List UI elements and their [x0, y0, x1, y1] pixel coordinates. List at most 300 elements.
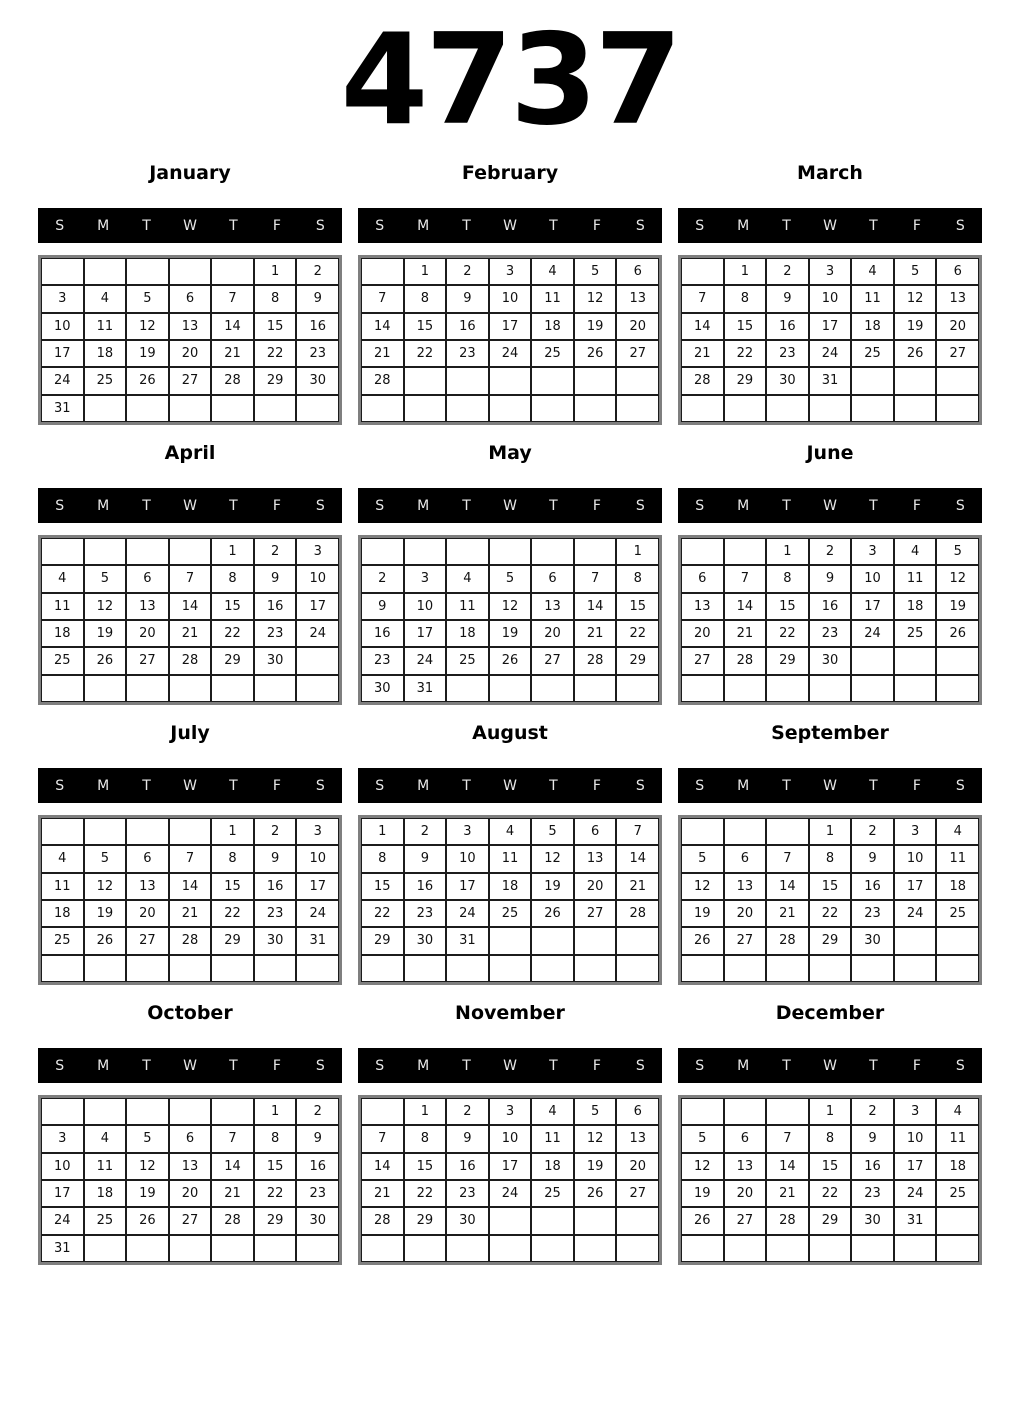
day-cell: 1 [404, 1098, 447, 1125]
day-cell-empty [361, 1098, 404, 1125]
day-cell: 23 [254, 620, 297, 647]
day-cell: 18 [936, 1153, 979, 1180]
day-cell: 21 [361, 340, 404, 367]
day-cell: 13 [169, 1153, 212, 1180]
day-cell-empty [446, 367, 489, 394]
day-cell-empty [41, 258, 84, 285]
day-cell: 30 [254, 927, 297, 954]
weekday-label: S [55, 217, 65, 234]
weekday-label: M [97, 777, 110, 794]
day-cell: 22 [724, 340, 767, 367]
day-cell-empty [84, 538, 127, 565]
month-august [358, 715, 662, 985]
day-cell-empty [531, 1235, 574, 1262]
day-cell: 7 [361, 285, 404, 312]
day-cell-empty [851, 955, 894, 982]
day-cell: 28 [574, 647, 617, 674]
day-cell: 12 [126, 1153, 169, 1180]
day-grid [678, 815, 982, 985]
day-cell-empty [809, 395, 852, 422]
day-cell: 7 [616, 818, 659, 845]
day-cell: 29 [254, 1207, 297, 1234]
day-cell: 5 [84, 565, 127, 592]
weekday-label: F [912, 1057, 921, 1074]
day-cell: 14 [616, 845, 659, 872]
day-cell: 29 [809, 1207, 852, 1234]
day-cell: 30 [296, 367, 339, 394]
day-cell: 9 [446, 1125, 489, 1152]
day-cell: 11 [84, 313, 127, 340]
day-cell: 1 [361, 818, 404, 845]
day-cell: 16 [361, 620, 404, 647]
day-cell-empty [531, 955, 574, 982]
day-cell-empty [894, 955, 937, 982]
day-cell-empty [936, 395, 979, 422]
day-cell: 3 [894, 818, 937, 845]
day-cell: 23 [809, 620, 852, 647]
weekday-label: W [183, 497, 197, 514]
day-cell: 3 [296, 818, 339, 845]
month-may [358, 435, 662, 705]
day-cell: 18 [894, 593, 937, 620]
day-cell: 11 [894, 565, 937, 592]
day-cell: 11 [936, 1125, 979, 1152]
day-cell-empty [851, 367, 894, 394]
day-cell-empty [531, 1207, 574, 1234]
day-cell: 19 [126, 1180, 169, 1207]
day-cell: 3 [809, 258, 852, 285]
day-cell-empty [296, 1235, 339, 1262]
day-cell-empty [211, 955, 254, 982]
day-cell-empty [936, 1207, 979, 1234]
day-cell: 7 [169, 565, 212, 592]
day-cell: 16 [296, 313, 339, 340]
weekday-label: S [315, 777, 325, 794]
day-cell: 30 [851, 927, 894, 954]
day-cell: 25 [84, 1207, 127, 1234]
day-cell: 27 [531, 647, 574, 674]
day-cell: 23 [446, 1180, 489, 1207]
weekday-label: S [635, 497, 645, 514]
day-cell: 11 [531, 285, 574, 312]
day-cell: 26 [489, 647, 532, 674]
day-cell: 12 [894, 285, 937, 312]
day-cell: 13 [126, 593, 169, 620]
day-cell: 15 [404, 1153, 447, 1180]
day-cell: 16 [254, 593, 297, 620]
day-cell-empty [126, 395, 169, 422]
weekday-label: T [229, 777, 238, 794]
day-cell: 15 [809, 1153, 852, 1180]
day-cell: 12 [574, 1125, 617, 1152]
day-cell-empty [724, 395, 767, 422]
month-january [38, 155, 342, 425]
weekday-label: W [823, 497, 837, 514]
day-cell-empty [531, 675, 574, 702]
day-cell: 18 [84, 340, 127, 367]
day-cell: 2 [254, 538, 297, 565]
day-cell-empty [446, 395, 489, 422]
weekday-label: F [592, 497, 601, 514]
day-cell: 27 [169, 1207, 212, 1234]
weekday-label: T [462, 1057, 471, 1074]
day-cell: 13 [531, 593, 574, 620]
weekday-label: S [955, 497, 965, 514]
day-cell: 9 [254, 565, 297, 592]
day-cell-empty [724, 538, 767, 565]
day-cell: 31 [446, 927, 489, 954]
day-cell: 13 [616, 285, 659, 312]
day-cell-empty [254, 1235, 297, 1262]
weekday-label: S [955, 777, 965, 794]
day-cell: 24 [489, 1180, 532, 1207]
day-cell: 29 [254, 367, 297, 394]
day-cell: 14 [361, 313, 404, 340]
weekday-label: S [695, 777, 705, 794]
weekday-label: F [272, 497, 281, 514]
day-cell: 26 [574, 340, 617, 367]
day-cell-empty [724, 1235, 767, 1262]
weekday-label: T [869, 497, 878, 514]
day-cell: 27 [936, 340, 979, 367]
day-cell: 24 [851, 620, 894, 647]
weekday-label: T [869, 217, 878, 234]
weekday-header-row [358, 488, 662, 523]
day-cell-empty [84, 1235, 127, 1262]
day-cell: 20 [616, 313, 659, 340]
day-cell: 24 [894, 1180, 937, 1207]
day-cell-empty [211, 1235, 254, 1262]
day-cell: 23 [404, 900, 447, 927]
day-cell: 13 [681, 593, 724, 620]
day-cell: 15 [616, 593, 659, 620]
day-cell: 17 [446, 873, 489, 900]
weekday-label: W [823, 777, 837, 794]
day-cell: 10 [851, 565, 894, 592]
day-cell: 10 [809, 285, 852, 312]
weekday-header-row [38, 1048, 342, 1083]
day-cell: 21 [681, 340, 724, 367]
weekday-label: T [142, 1057, 151, 1074]
day-cell: 21 [211, 340, 254, 367]
day-cell: 15 [404, 313, 447, 340]
weekday-label: T [549, 1057, 558, 1074]
day-cell-empty [361, 1235, 404, 1262]
day-cell: 13 [126, 873, 169, 900]
day-cell: 7 [211, 1125, 254, 1152]
day-cell: 3 [404, 565, 447, 592]
weekday-header-row [358, 768, 662, 803]
day-cell-empty [681, 1235, 724, 1262]
weekday-header-row [678, 1048, 982, 1083]
day-cell: 26 [574, 1180, 617, 1207]
day-cell: 9 [296, 1125, 339, 1152]
day-cell: 9 [254, 845, 297, 872]
day-cell: 5 [489, 565, 532, 592]
day-cell-empty [574, 1207, 617, 1234]
day-cell-empty [169, 538, 212, 565]
day-cell: 11 [84, 1153, 127, 1180]
month-february [358, 155, 662, 425]
day-cell-empty [211, 675, 254, 702]
day-cell-empty [404, 395, 447, 422]
day-cell: 20 [724, 1180, 767, 1207]
day-cell: 29 [404, 1207, 447, 1234]
day-cell: 21 [766, 900, 809, 927]
day-grid [38, 535, 342, 705]
day-cell: 2 [766, 258, 809, 285]
day-cell: 4 [531, 258, 574, 285]
day-cell: 19 [126, 340, 169, 367]
day-cell: 28 [169, 647, 212, 674]
day-cell-empty [766, 1235, 809, 1262]
month-title: September [771, 721, 889, 744]
day-cell: 29 [211, 647, 254, 674]
day-cell: 4 [489, 818, 532, 845]
day-cell: 22 [404, 340, 447, 367]
day-cell: 30 [809, 647, 852, 674]
weekday-label: W [183, 217, 197, 234]
day-cell: 24 [41, 367, 84, 394]
day-cell: 17 [296, 873, 339, 900]
day-cell: 28 [211, 367, 254, 394]
month-september [678, 715, 982, 985]
day-cell: 9 [851, 1125, 894, 1152]
day-cell: 20 [724, 900, 767, 927]
day-cell: 8 [361, 845, 404, 872]
weekday-label: M [417, 497, 430, 514]
day-cell: 9 [404, 845, 447, 872]
day-cell: 19 [574, 313, 617, 340]
weekday-label: S [695, 497, 705, 514]
day-cell: 5 [894, 258, 937, 285]
day-cell-empty [574, 927, 617, 954]
day-cell: 6 [724, 1125, 767, 1152]
month-title: November [455, 1001, 565, 1024]
weekday-label: S [315, 1057, 325, 1074]
day-cell: 27 [724, 927, 767, 954]
weekday-label: T [782, 777, 791, 794]
day-cell: 6 [126, 845, 169, 872]
day-cell-empty [616, 1235, 659, 1262]
day-cell-empty [41, 1098, 84, 1125]
day-cell-empty [446, 538, 489, 565]
day-cell: 28 [681, 367, 724, 394]
day-cell: 22 [616, 620, 659, 647]
day-grid [678, 1095, 982, 1265]
day-cell: 2 [296, 258, 339, 285]
day-cell: 25 [936, 900, 979, 927]
day-cell: 28 [766, 1207, 809, 1234]
day-cell: 8 [809, 1125, 852, 1152]
day-cell: 7 [169, 845, 212, 872]
day-cell: 20 [169, 340, 212, 367]
day-cell: 20 [531, 620, 574, 647]
weekday-label: F [272, 217, 281, 234]
day-cell: 26 [126, 1207, 169, 1234]
weekday-label: S [635, 777, 645, 794]
weekday-label: W [823, 217, 837, 234]
day-cell: 15 [211, 593, 254, 620]
day-cell-empty [169, 955, 212, 982]
day-cell: 1 [254, 258, 297, 285]
day-cell: 13 [616, 1125, 659, 1152]
months-grid [38, 155, 982, 1265]
day-cell: 6 [169, 285, 212, 312]
day-cell: 27 [616, 1180, 659, 1207]
day-cell-empty [531, 538, 574, 565]
day-cell: 19 [894, 313, 937, 340]
day-cell-empty [936, 647, 979, 674]
day-cell-empty [616, 367, 659, 394]
day-cell: 19 [681, 1180, 724, 1207]
day-cell: 6 [169, 1125, 212, 1152]
day-cell: 2 [446, 1098, 489, 1125]
day-cell: 1 [809, 818, 852, 845]
day-cell: 22 [361, 900, 404, 927]
day-cell-empty [936, 927, 979, 954]
day-cell: 26 [126, 367, 169, 394]
day-cell: 9 [809, 565, 852, 592]
day-cell-empty [531, 927, 574, 954]
day-cell: 27 [126, 927, 169, 954]
day-cell: 22 [211, 620, 254, 647]
day-cell: 28 [169, 927, 212, 954]
day-cell-empty [681, 818, 724, 845]
day-cell: 6 [616, 258, 659, 285]
day-cell: 18 [84, 1180, 127, 1207]
day-cell: 15 [211, 873, 254, 900]
day-cell: 31 [894, 1207, 937, 1234]
day-cell-empty [254, 395, 297, 422]
day-cell: 14 [211, 313, 254, 340]
day-cell: 5 [531, 818, 574, 845]
day-cell: 8 [254, 285, 297, 312]
day-cell: 26 [84, 647, 127, 674]
weekday-label: T [142, 497, 151, 514]
day-cell-empty [169, 395, 212, 422]
day-cell: 25 [531, 340, 574, 367]
day-cell-empty [254, 955, 297, 982]
day-cell: 1 [211, 818, 254, 845]
day-cell-empty [489, 395, 532, 422]
weekday-label: W [183, 1057, 197, 1074]
day-cell: 18 [41, 900, 84, 927]
day-cell-empty [489, 675, 532, 702]
day-cell: 28 [766, 927, 809, 954]
month-july [38, 715, 342, 985]
day-cell: 1 [211, 538, 254, 565]
weekday-label: S [55, 777, 65, 794]
day-cell: 15 [724, 313, 767, 340]
day-cell-empty [531, 367, 574, 394]
day-cell: 17 [894, 873, 937, 900]
day-cell: 2 [254, 818, 297, 845]
day-cell: 21 [616, 873, 659, 900]
weekday-label: S [375, 217, 385, 234]
day-cell-empty [936, 1235, 979, 1262]
day-cell: 5 [574, 258, 617, 285]
day-cell: 19 [681, 900, 724, 927]
day-cell-empty [574, 1235, 617, 1262]
day-cell-empty [681, 1098, 724, 1125]
day-cell: 31 [809, 367, 852, 394]
weekday-label: S [55, 1057, 65, 1074]
weekday-label: T [229, 497, 238, 514]
day-cell: 30 [361, 675, 404, 702]
day-cell: 20 [126, 900, 169, 927]
day-cell: 3 [851, 538, 894, 565]
day-grid [38, 255, 342, 425]
day-cell: 12 [489, 593, 532, 620]
day-cell: 4 [531, 1098, 574, 1125]
day-cell: 7 [574, 565, 617, 592]
day-cell-empty [126, 258, 169, 285]
day-cell: 30 [446, 1207, 489, 1234]
day-cell: 27 [126, 647, 169, 674]
day-cell: 16 [296, 1153, 339, 1180]
day-cell: 3 [446, 818, 489, 845]
day-cell: 28 [724, 647, 767, 674]
month-title: March [797, 161, 863, 184]
day-cell-empty [489, 1207, 532, 1234]
day-cell: 18 [531, 313, 574, 340]
day-cell: 8 [616, 565, 659, 592]
day-cell: 8 [404, 1125, 447, 1152]
day-cell: 10 [404, 593, 447, 620]
weekday-label: M [97, 217, 110, 234]
day-cell: 16 [851, 1153, 894, 1180]
day-cell-empty [41, 675, 84, 702]
day-cell: 25 [531, 1180, 574, 1207]
weekday-label: S [955, 1057, 965, 1074]
day-cell-empty [126, 538, 169, 565]
day-cell: 12 [936, 565, 979, 592]
day-cell: 2 [851, 818, 894, 845]
day-cell: 18 [851, 313, 894, 340]
day-cell: 23 [446, 340, 489, 367]
day-cell: 31 [404, 675, 447, 702]
weekday-label: W [823, 1057, 837, 1074]
day-cell-empty [361, 955, 404, 982]
day-cell: 7 [766, 845, 809, 872]
day-cell: 2 [851, 1098, 894, 1125]
day-cell: 13 [936, 285, 979, 312]
day-grid [678, 255, 982, 425]
day-cell-empty [404, 955, 447, 982]
day-cell-empty [766, 955, 809, 982]
day-cell: 11 [41, 593, 84, 620]
day-cell-empty [169, 1235, 212, 1262]
day-cell: 13 [169, 313, 212, 340]
day-cell: 15 [361, 873, 404, 900]
weekday-label: T [462, 497, 471, 514]
day-cell-empty [724, 818, 767, 845]
day-cell: 16 [766, 313, 809, 340]
day-cell-empty [851, 395, 894, 422]
day-cell-empty [84, 395, 127, 422]
weekday-label: M [737, 1057, 750, 1074]
weekday-label: S [635, 217, 645, 234]
day-cell: 12 [681, 1153, 724, 1180]
day-cell-empty [361, 258, 404, 285]
weekday-label: T [869, 777, 878, 794]
day-cell-empty [616, 1207, 659, 1234]
weekday-label: F [272, 1057, 281, 1074]
day-grid [358, 535, 662, 705]
day-cell: 14 [766, 1153, 809, 1180]
day-cell: 24 [296, 900, 339, 927]
